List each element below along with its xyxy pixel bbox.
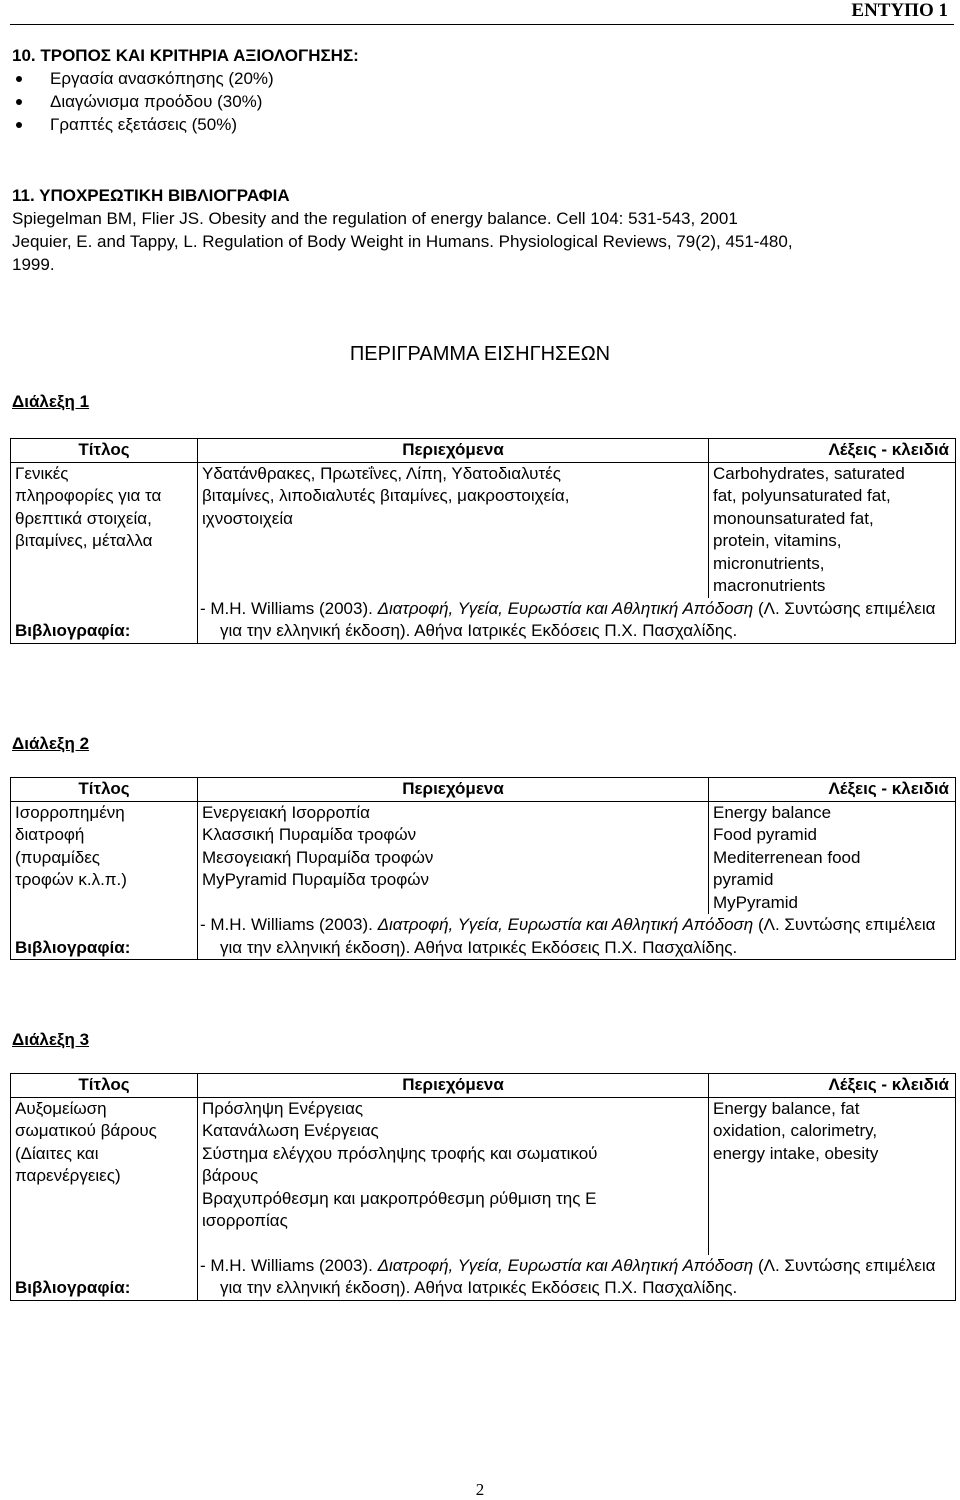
keyword-line: Energy balance, fat — [713, 1098, 860, 1118]
lecture-2-table — [10, 777, 956, 960]
lecture-contents-cell — [198, 462, 709, 598]
assessment-list — [12, 67, 948, 136]
title-line: θρεπτικά στοιχεία, — [15, 508, 152, 528]
lecture-3-table — [10, 1073, 956, 1301]
bib-suffix: (Λ. Συντώσης επιμέλεια για την ελληνική έκδοση). Αθήνα Ιατρικές Εκδόσεις Π.Χ. Πασχαλίδης. — [220, 915, 936, 957]
bibliography-label: Βιβλιογραφία: — [11, 914, 198, 960]
content-line: Κλασσική Πυραμίδα τροφών — [202, 825, 417, 844]
title-line: (Δίαιτες και — [15, 1143, 99, 1163]
bibliography-label: Βιβλιογραφία: — [11, 1255, 198, 1301]
content-line: ιχνοστοιχεία — [202, 508, 293, 528]
bibliography-section — [12, 184, 948, 276]
header-keywords: Λέξεις - κλειδιά — [709, 439, 956, 463]
keyword-line: Carbohydrates, saturated — [713, 463, 905, 483]
content-line: Σύστημα ελέγχου πρόσληψης τροφής και σωματικού — [202, 1143, 598, 1163]
spacer — [202, 1233, 704, 1255]
keyword-line: energy intake, obesity — [713, 1143, 879, 1163]
assessment-item: Γραπτές εξετάσεις (50%) — [12, 113, 948, 136]
reference-line: 1999. — [12, 255, 55, 274]
reference-line: Jequier, E. and Tappy, L. Regulation of Body Weight in Humans. Physiological Reviews, 79(2), 451-480, — [12, 232, 793, 251]
content-line: MyPyramid Πυραμίδα τροφών — [202, 870, 430, 889]
page-number: 2 — [475, 1480, 485, 1499]
content-line: Υδατάνθρακες, Πρωτεΐνες, Λίπη, Υδατοδιαλυτές — [202, 463, 561, 483]
keyword-line: pyramid — [713, 870, 774, 889]
table-row — [11, 462, 956, 598]
title-line: διατροφή — [15, 825, 85, 844]
bib-prefix: - M.H. Williams (2003). — [200, 598, 378, 618]
bibliography-row — [11, 914, 956, 960]
title-line: σωματικού βάρους — [15, 1121, 157, 1140]
header-title: Τίτλος — [11, 1074, 198, 1098]
bibliography-text — [198, 1255, 956, 1301]
table-header-row — [11, 439, 956, 463]
keyword-line: monounsaturated fat, — [713, 508, 874, 528]
keyword-line: oxidation, calorimetry, — [713, 1121, 878, 1140]
bib-book-title: Διατροφή, Υγεία, Ευρωστία και Αθλητική Απόδοση — [377, 598, 754, 618]
bibliography-text — [198, 914, 956, 960]
bib-prefix: - M.H. Williams (2003). — [200, 1255, 378, 1275]
table-header-row — [11, 778, 956, 802]
title-line: βιταμίνες, μέταλλα — [15, 531, 153, 550]
assessment-title: 10. ΤΡΟΠΟΣ ΚΑΙ ΚΡΙΤΗΡΙΑ ΑΞΙΟΛΟΓΗΣΗΣ: — [12, 46, 359, 65]
title-line: παρενέργειες) — [15, 1166, 121, 1185]
title-line: Γενικές — [15, 463, 69, 483]
header-contents: Περιεχόμενα — [198, 439, 709, 463]
content-line: Κατανάλωση Ενέργειας — [202, 1121, 379, 1140]
header-title: Τίτλος — [11, 778, 198, 802]
title-line: Αυξομείωση — [15, 1098, 107, 1118]
lecture-3-heading: Διάλεξη 3 — [12, 1030, 90, 1049]
header-contents: Περιεχόμενα — [198, 1074, 709, 1098]
form-label: ΕΝΤΥΠΟ 1 — [851, 0, 948, 21]
bibliography-label: Βιβλιογραφία: — [11, 598, 198, 644]
assessment-item: Διαγώνισμα προόδου (30%) — [12, 90, 948, 113]
content-line: Βραχυπρόθεσμη και μακροπρόθεσμη ρύθμιση της Ε — [202, 1188, 597, 1208]
keyword-line: protein, vitamins, — [713, 531, 842, 550]
keyword-line: fat, polyunsaturated fat, — [713, 486, 891, 505]
header-keywords: Λέξεις - κλειδιά — [709, 778, 956, 802]
header-keywords: Λέξεις - κλειδιά — [709, 1074, 956, 1098]
keyword-line: MyPyramid — [713, 892, 799, 912]
header-rule — [10, 24, 954, 25]
bibliography-text — [198, 598, 956, 644]
table-row — [11, 801, 956, 914]
content-line: Ενεργειακή Ισορροπία — [202, 802, 371, 822]
content-line: ισορροπίας — [202, 1211, 288, 1230]
lecture-title-cell — [11, 1097, 198, 1255]
lecture-contents-cell — [198, 1097, 709, 1255]
bib-suffix: (Λ. Συντώσης επιμέλεια για την ελληνική έκδοση). Αθήνα Ιατρικές Εκδόσεις Π.Χ. Πασχαλίδης. — [220, 1255, 936, 1297]
table-header-row — [11, 1074, 956, 1098]
bib-prefix: - M.H. Williams (2003). — [200, 915, 378, 934]
table-row — [11, 1097, 956, 1255]
bibliography-row — [11, 1255, 956, 1301]
lecture-keywords-cell — [709, 462, 956, 598]
lecture-contents-cell — [198, 801, 709, 914]
title-line: πληροφορίες για τα — [15, 486, 162, 505]
lecture-title-cell — [11, 801, 198, 914]
lecture-1-heading: Διάλεξη 1 — [12, 392, 90, 411]
bib-book-title: Διατροφή, Υγεία, Ευρωστία και Αθλητική Απόδοση — [377, 1255, 754, 1275]
lecture-2-heading: Διάλεξη 2 — [12, 734, 90, 753]
lecture-keywords-cell — [709, 1097, 956, 1255]
content-line: βιταμίνες, λιποδιαλυτές βιταμίνες, μακροστοιχεία, — [202, 486, 570, 505]
assessment-item: Εργασία ανασκόπησης (20%) — [12, 67, 948, 90]
title-line: τροφών κ.λ.π.) — [15, 870, 127, 889]
lecture-title-cell — [11, 462, 198, 598]
title-line: (πυραμίδες — [15, 847, 100, 867]
lecture-keywords-cell — [709, 801, 956, 914]
title-line: Ισορροπημένη — [15, 802, 125, 822]
lecture-1-table — [10, 438, 956, 644]
keyword-line: Food pyramid — [713, 825, 817, 844]
keyword-line: macronutrients — [713, 576, 826, 595]
content-line: Μεσογειακή Πυραμίδα τροφών — [202, 847, 434, 867]
assessment-section — [12, 44, 948, 136]
reference-line: Spiegelman BM, Flier JS. Obesity and the regulation of energy balance. Cell 104: 531-543, 2001 — [12, 209, 738, 228]
keyword-line: Mediterrenean food — [713, 847, 861, 867]
content-line: βάρους — [202, 1166, 259, 1185]
keyword-line: micronutrients, — [713, 553, 825, 573]
keyword-line: Energy balance — [713, 802, 832, 822]
bib-suffix: (Λ. Συντώσης επιμέλεια για την ελληνική έκδοση). Αθήνα Ιατρικές Εκδόσεις Π.Χ. Πασχαλίδης. — [220, 598, 936, 640]
header-contents: Περιεχόμενα — [198, 778, 709, 802]
bibliography-row — [11, 598, 956, 644]
outline-title: ΠΕΡΙΓΡΑΜΜΑ ΕΙΣΗΓΗΣΕΩΝ — [349, 343, 611, 365]
bibliography-title: 11. ΥΠΟΧΡΕΩΤΙΚΗ ΒΙΒΛΙΟΓΡΑΦΙΑ — [12, 186, 290, 205]
bib-book-title: Διατροφή, Υγεία, Ευρωστία και Αθλητική Απόδοση — [377, 915, 754, 934]
content-line: Πρόσληψη Ενέργειας — [202, 1098, 364, 1118]
header-title: Τίτλος — [11, 439, 198, 463]
